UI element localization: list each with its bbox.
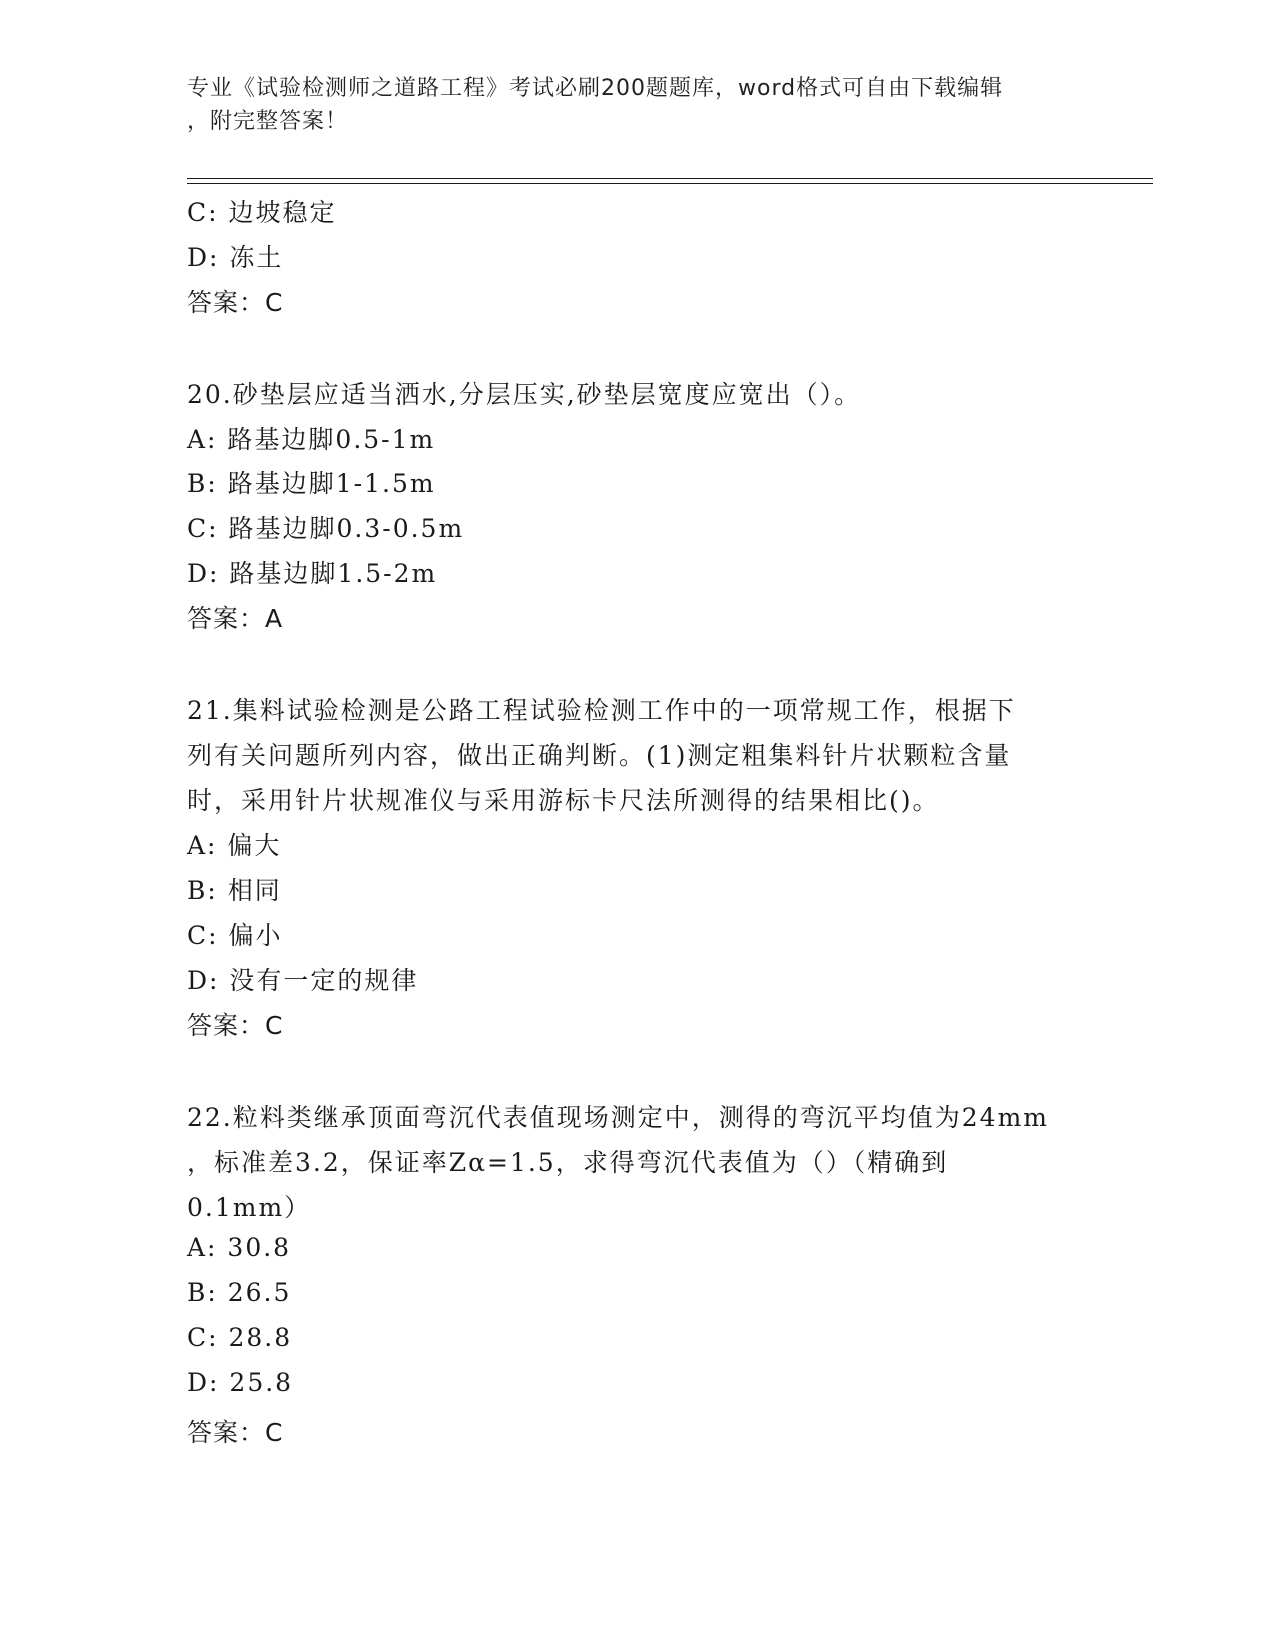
q22-stem-line-1: 22.粒料类继承顶面弯沉代表值现场测定中，测得的弯沉平均值为24mm	[187, 1103, 1049, 1132]
header-divider-top	[187, 178, 1153, 179]
q21-stem-line-3: 时，采用针片状规准仪与采用游标卡尺法所测得的结果相比()。	[187, 786, 940, 815]
q22-stem-line-2: ，标准差3.2，保证率Zα=1.5，求得弯沉代表值为（）（精确到	[187, 1148, 949, 1177]
q22-stem-line-3: 0.1mm）	[187, 1193, 312, 1222]
q21-stem-line-2: 列有关问题所列内容，做出正确判断。(1)测定粗集料针片状颗粒含量	[187, 741, 1012, 770]
q22-option-c: C: 28.8	[187, 1323, 293, 1352]
q19-option-c: C: 边坡稳定	[187, 198, 337, 227]
header-divider-bottom	[187, 183, 1153, 184]
q19-answer: 答案：C	[187, 288, 284, 317]
q20-answer: 答案：A	[187, 604, 284, 633]
q22-answer: 答案：C	[187, 1418, 284, 1447]
q21-option-a: A: 偏大	[187, 831, 282, 860]
q20-option-b: B: 路基边脚1-1.5m	[187, 469, 436, 498]
header-title-continuation: ，附完整答案！	[187, 109, 349, 134]
q21-answer: 答案：C	[187, 1011, 284, 1040]
q20-option-a: A: 路基边脚0.5-1m	[187, 425, 436, 454]
q21-option-c: C: 偏小	[187, 921, 283, 950]
q22-option-a: A: 30.8	[187, 1233, 292, 1262]
page-header	[187, 72, 1077, 138]
q21-option-b: B: 相同	[187, 876, 282, 905]
q22-option-d: D: 25.8	[187, 1368, 294, 1397]
q21-option-d: D: 没有一定的规律	[187, 966, 419, 995]
q20-option-c: C: 路基边脚0.3-0.5m	[187, 514, 465, 543]
q20-option-d: D: 路基边脚1.5-2m	[187, 559, 438, 588]
q22-option-b: B: 26.5	[187, 1278, 292, 1307]
q19-option-d: D: 冻土	[187, 243, 284, 272]
q21-stem-line-1: 21.集料试验检测是公路工程试验检测工作中的一项常规工作，根据下	[187, 696, 1016, 725]
q20-stem: 20.砂垫层应适当洒水,分层压实,砂垫层宽度应宽出（）。	[187, 380, 862, 409]
header-title-line: 专业《试验检测师之道路工程》考试必刷200题题库，word格式可自由下载编辑	[187, 76, 1004, 101]
